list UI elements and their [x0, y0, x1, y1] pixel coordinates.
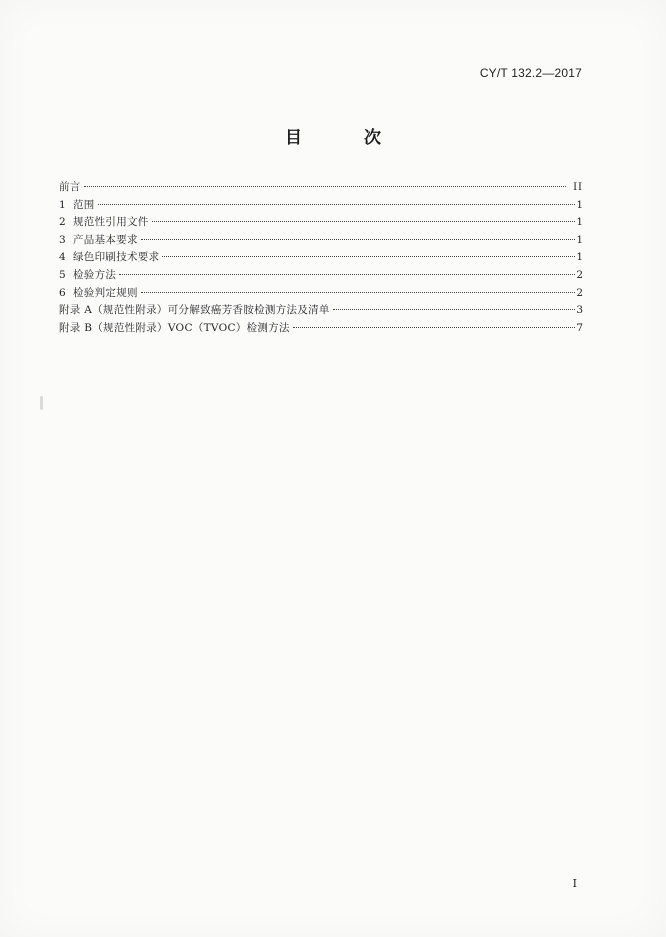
dot-leader [141, 292, 576, 293]
toc-entry-page: 1 [576, 216, 583, 229]
toc-entry-annex-a[interactable] [59, 302, 583, 320]
toc-entry-title: 产品基本要求 [73, 233, 138, 246]
toc-entry-green-printing[interactable] [59, 249, 583, 267]
toc-entry-judgment-rules[interactable] [59, 285, 583, 303]
toc-entry-page: 1 [576, 251, 583, 264]
toc-entry-title: 规范性引用文件 [73, 216, 149, 229]
toc-entry-number: 3 [59, 233, 66, 246]
toc-entry-number: 2 [59, 216, 66, 229]
toc-entry-basic-requirements[interactable] [59, 232, 583, 250]
toc-entry-page: 2 [576, 268, 583, 281]
standard-code: CY/T 132.2—2017 [479, 66, 582, 80]
toc-title: 目 次 [285, 128, 409, 148]
dot-leader [293, 327, 575, 328]
toc-entry-number: 4 [59, 251, 66, 264]
toc-entry-page: 3 [576, 304, 583, 317]
dot-leader [162, 256, 575, 257]
toc-entry-number: 6 [59, 286, 66, 299]
toc-entry-title: 检验判定规则 [73, 286, 138, 299]
page-number: I [572, 877, 577, 890]
dot-leader [98, 204, 576, 205]
toc-entry-page: 2 [576, 286, 583, 299]
toc-entry-page: II [573, 182, 583, 193]
dot-leader [152, 221, 576, 222]
toc-entry-test-methods[interactable] [59, 267, 583, 285]
toc-entry-title: 绿色印刷技术要求 [73, 251, 160, 264]
dot-leader [84, 186, 566, 187]
table-of-contents [59, 179, 583, 337]
toc-entry-scope[interactable] [59, 197, 583, 215]
dot-leader [119, 274, 575, 275]
toc-entry-number: 5 [59, 268, 66, 281]
toc-entry-title: 附录 B（规范性附录）VOC（TVOC）检测方法 [59, 321, 290, 334]
toc-entry-title: 附录 A（规范性附录）可分解致癌芳香胺检测方法及清单 [59, 304, 330, 317]
toc-entry-title: 范围 [73, 198, 95, 211]
dot-leader [333, 309, 576, 310]
toc-entry-foreword[interactable] [59, 179, 583, 197]
toc-entry-page: 1 [576, 198, 583, 211]
toc-entry-annex-b[interactable] [59, 320, 583, 338]
toc-entry-title: 检验方法 [73, 268, 117, 281]
toc-entry-number: 1 [59, 198, 66, 211]
toc-entry-title: 前言 [59, 181, 81, 193]
dot-leader [141, 239, 576, 240]
toc-entry-page: 1 [576, 233, 583, 246]
toc-entry-page: 7 [576, 321, 583, 334]
toc-entry-normative-references[interactable] [59, 214, 583, 232]
scan-artifact [40, 396, 43, 410]
